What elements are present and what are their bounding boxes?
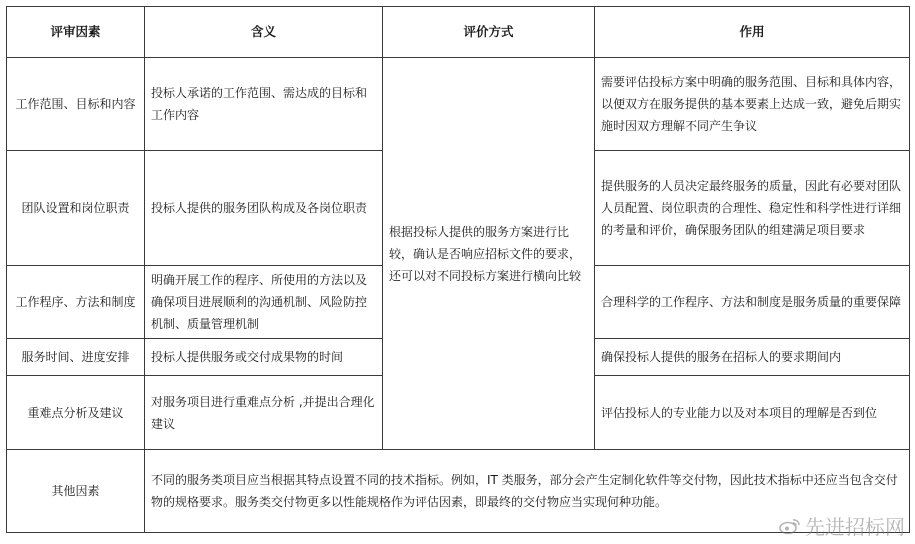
table-row-other: [7, 450, 910, 533]
role-cell: 确保投标人提供的服务在招标人的要求期间内: [595, 339, 910, 376]
factor-cell: 服务时间、进度安排: [7, 339, 145, 376]
meaning-cell: 投标人提供的服务团队构成及各岗位职责: [145, 151, 383, 266]
other-text-cell: 不同的服务类项目应当根据其特点设置不同的技术指标。例如，IT 类服务，部分会产生定制化软件等交付物，因此技术指标中还应当包含交付物的规格要求。服务类交付物更多以性能规格作为评估因素，即最终的交付物应当实现何种功能。: [145, 450, 910, 533]
factor-cell-other: 其他因素: [7, 450, 145, 533]
header-method: 评价方式: [383, 7, 595, 58]
meaning-cell: 投标人承诺的工作范围、需达成的目标和工作内容: [145, 58, 383, 151]
factor-cell: 重难点分析及建议: [7, 376, 145, 450]
header-factor: 评审因素: [7, 7, 145, 58]
header-role: 作用: [595, 7, 910, 58]
evaluation-table: [6, 6, 910, 533]
header-meaning: 含义: [145, 7, 383, 58]
watermark-text: 先进招标网: [805, 515, 905, 539]
factor-cell: 工作范围、目标和内容: [7, 58, 145, 151]
role-cell: 需要评估投标方案中明确的服务范围、目标和具体内容，以便双方在服务提供的基本要素上达成一致，避免后期实施时因双方理解不同产生争议: [595, 58, 910, 151]
meaning-cell: 投标人提供服务或交付成果物的时间: [145, 339, 383, 376]
role-cell: 合理科学的工作程序、方法和制度是服务质量的重要保障: [595, 266, 910, 339]
role-cell: 提供服务的人员决定最终服务的质量，因此有必要对团队人员配置、岗位职责的合理性、稳定性和科学性进行详细的考量和评价，确保服务团队的组建满足项目要求: [595, 151, 910, 266]
meaning-cell: 对服务项目进行重难点分析 ,并提出合理化建议: [145, 376, 383, 450]
method-cell: 根据投标人提供的服务方案进行比较，确认是否响应招标文件的要求，还可以对不同投标方案进行横向比较: [383, 58, 595, 450]
header-row: [7, 7, 910, 58]
role-cell: 评估投标人的专业能力以及对本项目的理解是否到位: [595, 376, 910, 450]
meaning-cell: 明确开展工作的程序、所使用的方法以及确保项目进展顺利的沟通机制、风险防控机制、质量管理机制: [145, 266, 383, 339]
table-row: [7, 58, 910, 151]
factor-cell: 团队设置和岗位职责: [7, 151, 145, 266]
factor-cell: 工作程序、方法和制度: [7, 266, 145, 339]
